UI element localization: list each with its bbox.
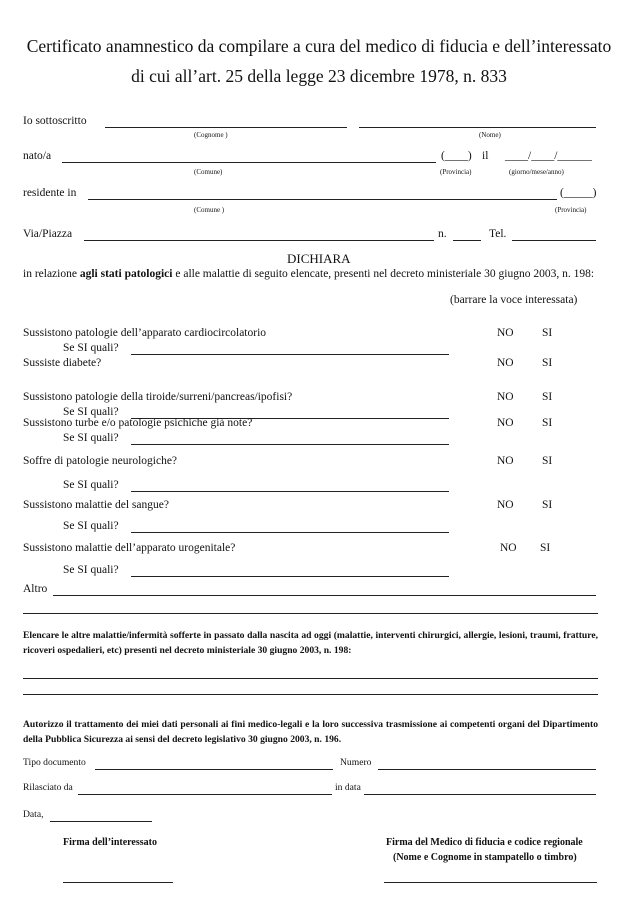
other-label: Altro: [23, 583, 48, 595]
surname-field[interactable]: [105, 127, 347, 128]
question-2-yes-option[interactable]: SI: [542, 357, 553, 369]
past-illnesses-field-1[interactable]: [23, 678, 598, 679]
doctor-signature-label-2: (Nome e Cognome in stampatello o timbro): [393, 852, 577, 863]
question-1-details-field[interactable]: [131, 354, 449, 355]
question-4-yes-option[interactable]: SI: [542, 417, 553, 429]
applicant-signature-field[interactable]: [63, 882, 173, 883]
street-number-field[interactable]: [453, 240, 481, 241]
name-caption: (Nome): [479, 131, 501, 139]
question-7-no-option[interactable]: NO: [500, 542, 517, 554]
question-5-if-yes-label: Se SI quali?: [63, 479, 119, 491]
question-6-if-yes-label: Se SI quali?: [63, 520, 119, 532]
question-1-no-option[interactable]: NO: [497, 327, 514, 339]
question-5-yes-option[interactable]: SI: [542, 455, 553, 467]
surname-caption: (Cognome ): [194, 131, 228, 139]
doctor-signature-field[interactable]: [384, 882, 597, 883]
question-6-yes-option[interactable]: SI: [542, 499, 553, 511]
instruction-text: (barrare la voce interessata): [450, 294, 578, 306]
question-7: Sussistono malattie dell’apparato urogenitale?: [23, 542, 236, 554]
residence-province-field[interactable]: (_____): [560, 187, 597, 199]
declaration-intro: in relazione agli stati patologici e alle malattie di seguito elencate, presenti nel decreto ministeriale 30 giugno 2003, n. 198:: [23, 268, 595, 280]
past-illnesses-text: Elencare le altre malattie/infermità sofferte in passato dalla nascita ad oggi (malattie, interventi chirurgici, allergie, lesioni, traumi, fratture, ricoveri ospedalieri, etc) presenti nel decreto ministeriale 30 giugno 2003, n. 198:: [23, 630, 598, 656]
question-3-no-option[interactable]: NO: [497, 391, 514, 403]
question-3-yes-option[interactable]: SI: [542, 391, 553, 403]
question-6-details-field[interactable]: [131, 532, 449, 533]
question-1-if-yes-label: Se SI quali?: [63, 342, 119, 354]
question-4: Sussistono turbe e/o patologie psichiche già note?: [23, 417, 253, 429]
street-number-label: n.: [438, 228, 447, 240]
undersigned-label: Io sottoscritto: [23, 115, 87, 127]
province-caption-2: (Provincia): [555, 206, 587, 214]
date-caption: (giorno/mese/anno): [509, 168, 564, 176]
date-field[interactable]: [50, 821, 152, 822]
resident-label: residente in: [23, 187, 77, 199]
question-1-yes-option[interactable]: SI: [542, 327, 553, 339]
question-3-if-yes-label: Se SI quali?: [63, 406, 119, 418]
name-field[interactable]: [359, 127, 596, 128]
comune-caption-2: (Comune ): [194, 206, 225, 214]
issued-by-label: Rilasciato da: [23, 782, 73, 793]
street-label: Via/Piazza: [23, 228, 73, 240]
question-6: Sussistono malattie del sangue?: [23, 499, 169, 511]
residence-field[interactable]: [88, 199, 557, 200]
other-field-1[interactable]: [53, 595, 596, 596]
phone-field[interactable]: [512, 240, 596, 241]
question-4-no-option[interactable]: NO: [497, 417, 514, 429]
question-7-yes-option[interactable]: SI: [540, 542, 551, 554]
issued-by-field[interactable]: [78, 794, 332, 795]
doc-type-field[interactable]: [95, 769, 333, 770]
question-7-details-field[interactable]: [131, 576, 449, 577]
province-caption: (Provincia): [440, 168, 472, 176]
doc-number-field[interactable]: [378, 769, 596, 770]
doc-type-label: Tipo documento: [23, 757, 86, 768]
form-title-line2: di cui all’art. 25 della legge 23 dicembre 1978, n. 833: [131, 66, 507, 86]
question-5: Soffre di patologie neurologiche?: [23, 455, 178, 467]
question-1: Sussistono patologie dell’apparato cardiocircolatorio: [23, 327, 267, 339]
past-illnesses-field-2[interactable]: [23, 694, 598, 695]
applicant-signature-label: Firma dell’interessato: [63, 837, 157, 848]
question-5-no-option[interactable]: NO: [497, 455, 514, 467]
question-6-no-option[interactable]: NO: [497, 499, 514, 511]
comune-caption: (Comune): [194, 168, 223, 176]
birth-province-field[interactable]: (____): [441, 150, 472, 162]
phone-label: Tel.: [489, 228, 507, 240]
issued-date-label: in data: [335, 782, 361, 793]
birthplace-field[interactable]: [62, 162, 436, 163]
street-field[interactable]: [84, 240, 434, 241]
question-2: Sussiste diabete?: [23, 357, 102, 369]
il-label: il: [482, 150, 489, 162]
born-label: nato/a: [23, 150, 52, 162]
question-5-details-field[interactable]: [131, 491, 449, 492]
question-4-details-field[interactable]: [131, 444, 449, 445]
question-7-if-yes-label: Se SI quali?: [63, 564, 119, 576]
birth-date-field[interactable]: ____/____/______: [505, 150, 592, 162]
other-field-2[interactable]: [23, 613, 598, 614]
question-3: Sussistono patologie della tiroide/surreni/pancreas/ipofisi?: [23, 391, 293, 403]
doctor-signature-label-1: Firma del Medico di fiducia e codice regionale: [386, 837, 583, 848]
doc-number-label: Numero: [340, 757, 372, 768]
form-title-line1: Certificato anamnestico da compilare a cura del medico di fiducia e dell’interessato: [26, 36, 612, 56]
declaration-heading: DICHIARA: [287, 251, 351, 266]
privacy-consent-text: Autorizzo il trattamento dei miei dati personali ai fini medico-legali e la loro successiva trasmissione ai competenti organi del Dipartimento della Pubblica Sicurezza ai sensi del decreto legislativo 30 giugno 2003, n. 196.: [23, 719, 598, 745]
question-4-if-yes-label: Se SI quali?: [63, 432, 119, 444]
question-2-no-option[interactable]: NO: [497, 357, 514, 369]
issued-date-field[interactable]: [364, 794, 596, 795]
date-label: Data,: [23, 809, 44, 820]
